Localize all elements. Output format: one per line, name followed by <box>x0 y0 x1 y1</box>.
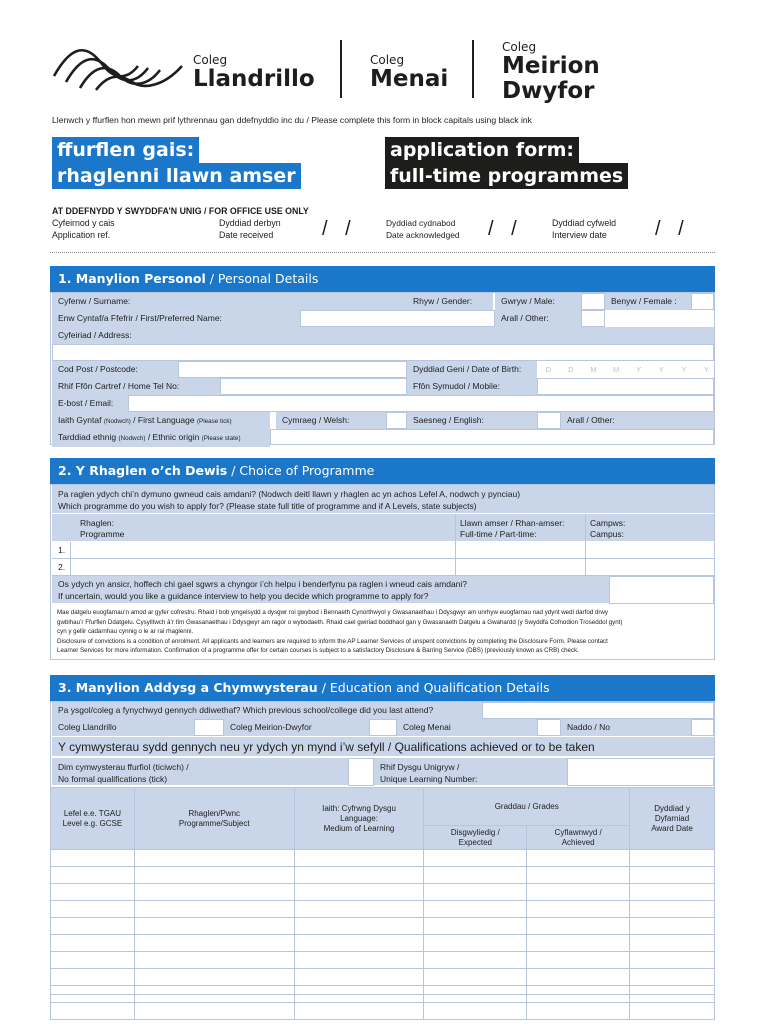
qualification-row <box>51 969 715 986</box>
other-gender-label: Arall / Other: <box>495 310 581 328</box>
postcode-field[interactable] <box>178 361 407 378</box>
no-college-checkbox[interactable] <box>691 719 714 736</box>
col-achieved: Cyflawnwyd / Achieved <box>527 826 630 850</box>
qualifications-table <box>50 787 715 1020</box>
dob-char: D <box>568 365 574 374</box>
hometel-field[interactable] <box>220 378 407 395</box>
coleg-llandrillo-checkbox[interactable] <box>194 719 224 736</box>
postcode-label: Cod Post / Postcode: <box>52 361 178 379</box>
col-expected: Disgwyliedig / Expected <box>424 826 527 850</box>
uln-label: Rhif Dysgu Unigryw / Unique Learning Number: <box>374 758 567 786</box>
email-field[interactable] <box>128 395 714 412</box>
dob-char: Y <box>703 365 709 374</box>
col-programme: Rhaglen/Pwnc Programme/Subject <box>134 788 294 850</box>
programme-col-divider <box>455 514 456 576</box>
qualification-row <box>51 1003 715 1020</box>
section-3-header: 3. Manylion Addysg a Chymwysterau / Education and Qualification Details <box>50 675 715 701</box>
female-checkbox[interactable] <box>691 293 714 310</box>
lang-other-label: Arall / Other: <box>561 412 714 430</box>
menai-coleg: Coleg <box>370 53 405 67</box>
surname-label: Cyfenw / Surname: <box>52 293 407 311</box>
qualification-row <box>51 952 715 969</box>
col-award-date: Dyddiad y Dyfarniad Award Date <box>630 788 715 850</box>
qualification-row <box>51 884 715 901</box>
dob-field[interactable] <box>537 361 714 379</box>
title-en-2: full-time programmes <box>385 163 628 189</box>
male-checkbox[interactable] <box>581 293 605 310</box>
uln-field[interactable] <box>567 758 714 786</box>
programme-col-divider <box>585 514 586 576</box>
qualification-row <box>51 918 715 935</box>
coleg-meirion-option: Coleg Meirion-Dwyfor <box>224 719 369 737</box>
no-college-option: Naddo / No <box>561 719 691 737</box>
office-received-en: Date received <box>219 229 274 240</box>
address-field[interactable] <box>52 344 714 361</box>
email-label: E-bost / Email: <box>52 395 128 413</box>
programme-col-header: Rhaglen: Programme Llawn amser / Rhan-amser: Full-time / Part-time: Campws: Campus: <box>52 514 714 542</box>
dob-char: Y <box>658 365 664 374</box>
guidance-answer[interactable] <box>609 576 714 604</box>
english-checkbox[interactable] <box>537 412 561 429</box>
title-en-1: application form: <box>385 137 579 163</box>
other-gender-checkbox[interactable] <box>581 310 605 327</box>
ack-slashes: / / <box>488 218 523 240</box>
ethnic-origin-label: Tarddiad ethnig (Nodwch) / Ethnic origin (Please state) <box>52 429 270 448</box>
ethnic-origin-field[interactable] <box>270 429 714 445</box>
dob-char: D <box>545 365 551 374</box>
menai-name: Menai <box>370 66 449 92</box>
dob-char: M <box>590 365 597 374</box>
no-qualifications-checkbox[interactable] <box>348 758 374 786</box>
programme-row-1[interactable]: 1. <box>52 542 714 559</box>
office-heading: AT DDEFNYDD Y SWYDDFA’N UNIG / FOR OFFICE USE ONLY <box>52 206 309 216</box>
address-label: Cyfeiriad / Address: <box>52 327 714 345</box>
disclosure-notes: Mae datgelu euogfarnau’n amod ar gyfer cofrestru. Rhaid i bob ymgeisydd a dysgwr roi gwybod i Bennaeth Cynorthwyol y Gwasanaethau i Ddysgwyr am unrhyw euogfarnau nad ydynt wedi darfod drwy gwblhau’r Ffurflen Ddatgelu. Cysylltwch â’r tîm Gwasanaethau i Ddysgwyr am ragor o wybodaeth. Rhaid cael gwiriad boddhaol gan y Gwasanaeth Datgelu a Gwahardd (y Swyddfa Cofnodion Troseddol gynt) cyn y gellir cadarnhau cynnig o le ar rai rhaglenni. Disclosure of convictions is a condition of enrolment. All applicants and learners are required to inform the AP Learner Services of unspent convictions by completing the Disclosure Form. Please contact Learner Services for more information. Confirmation of a programme offer for certain courses is subject to a satisfactory Disclosure & Barring Service (DBS) (previously known as CRB) check. <box>57 609 623 654</box>
office-ref-cy: Cyfeirnod y cais <box>52 218 115 228</box>
programme-col-divider <box>70 542 71 576</box>
col-level: Lefel e.e. TGAU Level e.g. GCSE <box>51 788 135 850</box>
dob-char: Y <box>636 365 642 374</box>
qualification-row <box>51 867 715 884</box>
firstname-field[interactable] <box>300 310 495 327</box>
mobile-field[interactable] <box>537 378 714 395</box>
office-divider <box>50 252 715 253</box>
programme-row-2[interactable]: 2. <box>52 559 714 576</box>
col-grades: Graddau / Grades <box>424 788 630 826</box>
title-cy-1: ffurflen gais: <box>52 137 199 163</box>
office-interview-en: Interview date <box>552 229 607 240</box>
english-label: Saesneg / English: <box>407 412 537 430</box>
coleg-menai-checkbox[interactable] <box>537 719 561 736</box>
dob-label: Dyddiad Geni / Date of Birth: <box>407 361 537 379</box>
coleg-meirion-checkbox[interactable] <box>369 719 397 736</box>
gender-label: Rhyw / Gender: <box>407 293 493 311</box>
logo-divider <box>472 40 474 98</box>
office-interview-cy: Dyddiad cyfweld <box>552 218 617 228</box>
qualifications-heading: Y cymwysterau sydd gennych neu yr ydych yn mynd i’w sefyll / Qualifications achieved or to be taken <box>52 737 714 757</box>
qualification-row <box>51 935 715 952</box>
instruction: Llenwch y ffurflen hon mewn prif lythrennau gan ddefnyddio inc du / Please complete this form in block capitals using black ink <box>52 115 532 125</box>
mobile-label: Ffôn Symudol / Mobile: <box>407 378 537 396</box>
dob-char: Y <box>681 365 687 374</box>
previous-school-field[interactable] <box>482 702 714 719</box>
office-ack-cy: Dyddiad cydnabod <box>386 218 456 228</box>
qualification-row <box>51 850 715 867</box>
qualification-row <box>51 901 715 918</box>
firstname-label: Enw Cyntaf/a Ffefrir / First/Preferred Name: <box>52 310 300 328</box>
office-ack-en: Date acknowledged <box>386 229 460 240</box>
welsh-checkbox[interactable] <box>386 412 407 429</box>
welsh-label: Cymraeg / Welsh: <box>276 412 386 430</box>
first-language-label: Iaith Gyntaf (Nodwch) / First Language (Please tick) <box>52 412 270 431</box>
meirion-name-1: Meirion <box>502 53 600 79</box>
guidance-question: Os ydych yn ansicr, hoffech chi gael sgwrs a chyngor i’ch helpu i benderfynu pa raglen i wneud cais amdani? If uncertain, would you like a guidance interview to help you decide which programme to apply for? <box>52 576 609 604</box>
section-2-header: 2. Y Rhaglen o’ch Dewis / Choice of Programme <box>50 458 715 484</box>
previous-school-label: Pa ysgol/coleg a fynychwyd gennych ddiwethaf? Which previous school/college did you last attend? <box>52 702 482 720</box>
interview-slashes: / / <box>655 218 690 240</box>
received-slashes: / / <box>322 218 357 240</box>
female-label: Benyw / Female : <box>605 293 691 311</box>
meirion-name-2: Dwyfor <box>502 78 595 104</box>
llandrillo-coleg: Coleg <box>193 53 228 67</box>
hometel-label: Rhif Ffôn Cartref / Home Tel No: <box>52 378 220 396</box>
col-language: Iaith: Cyfrwng Dysgu Language: Medium of Learning <box>294 788 424 850</box>
coleg-llandrillo-option: Coleg Llandrillo <box>52 719 194 737</box>
no-qualifications-label: Dim cymwysterau ffurfiol (ticiwch) / No formal qualifications (tick) <box>52 758 348 786</box>
qualification-row <box>51 986 715 1003</box>
llandrillo-logo-mark <box>52 36 186 92</box>
coleg-menai-option: Coleg Menai <box>397 719 537 737</box>
meirion-coleg: Coleg <box>502 40 537 54</box>
section-1-header: 1. Manylion Personol / Personal Details <box>50 266 715 292</box>
title-cy-2: rhaglenni llawn amser <box>52 163 301 189</box>
llandrillo-name: Llandrillo <box>193 66 315 92</box>
logo-divider <box>340 40 342 98</box>
programme-question: Pa raglen ydych chi’n dymuno gwneud cais amdani? (Nodwch deitl llawn y rhaglen ac yn achos Lefel A, nodwch y pynciau) Which programme do you wish to apply for? (Please state full title of programme and if A Levels, state subjects) <box>52 485 714 514</box>
male-label: Gwryw / Male: <box>495 293 581 311</box>
dob-char: M <box>612 365 620 374</box>
office-ref-en: Application ref. <box>52 229 111 240</box>
office-received-cy: Dyddiad derbyn <box>219 218 281 228</box>
